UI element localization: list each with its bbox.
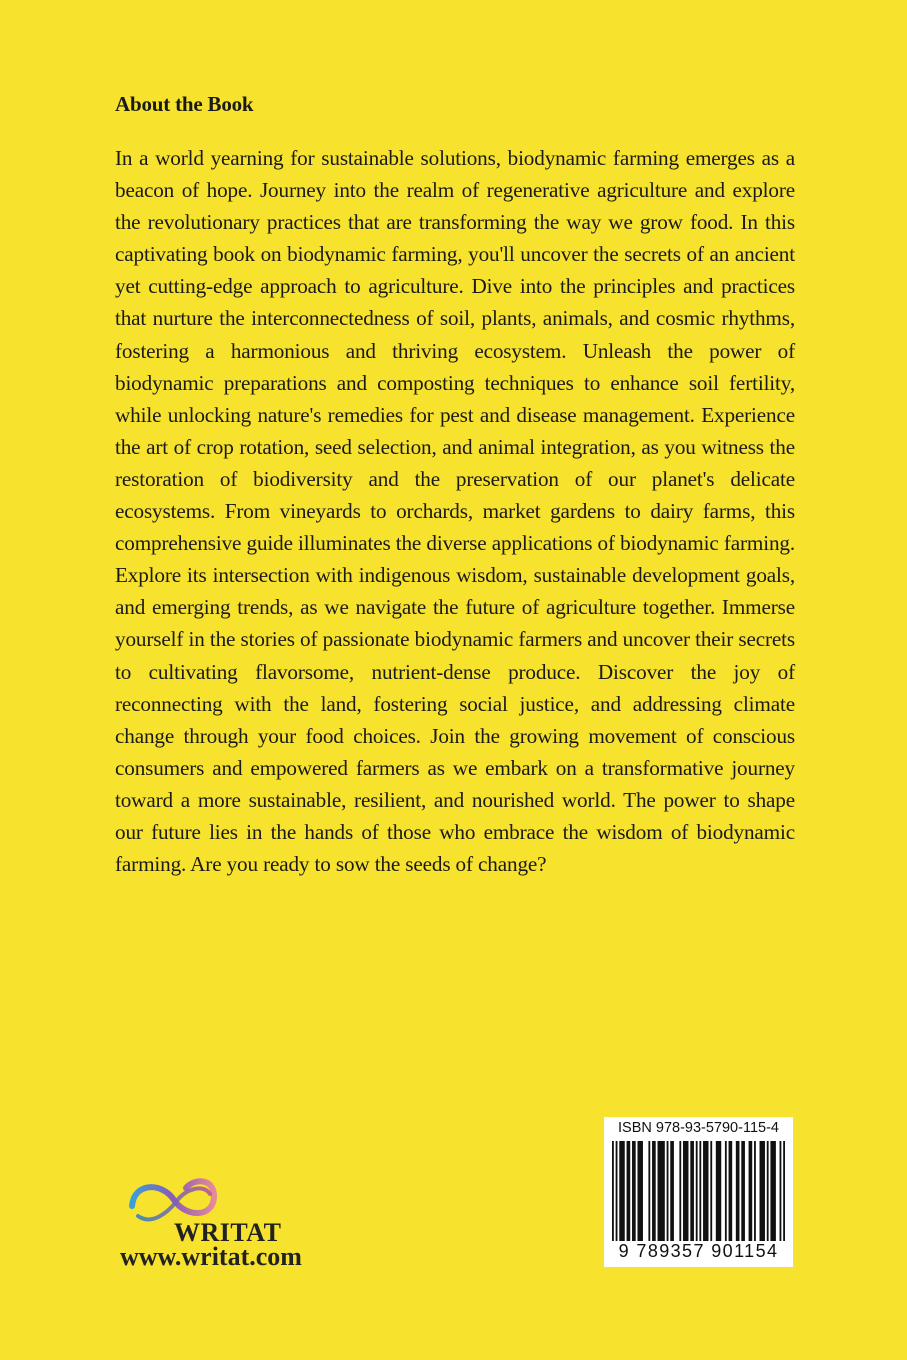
barcode-bar: [725, 1141, 727, 1241]
isbn-label: ISBN 978-93-5790-115-4: [618, 1120, 779, 1136]
barcode-bar: [780, 1141, 782, 1241]
publisher-website: www.writat.com: [120, 1242, 302, 1271]
barcode-number: 9 789357 901154: [618, 1241, 779, 1261]
publisher-logo: [118, 1172, 318, 1282]
barcode-bar: [658, 1141, 665, 1241]
barcode-bar: [690, 1141, 694, 1241]
barcode-bar: [710, 1141, 712, 1241]
barcode-bar: [729, 1141, 733, 1241]
barcode-bar: [652, 1141, 656, 1241]
barcode-bar: [760, 1141, 765, 1241]
barcode-bar: [670, 1141, 674, 1241]
barcode-bar: [749, 1141, 753, 1241]
barcode-bar: [699, 1141, 701, 1241]
barcode-bar: [683, 1141, 688, 1241]
barcode-bar: [637, 1141, 642, 1241]
barcode-bar: [716, 1141, 721, 1241]
barcode-bar: [632, 1141, 636, 1241]
barcode-bar: [783, 1141, 785, 1241]
book-description: In a world yearning for sustainable solutions, biodynamic farming emerges as a beacon of hope. Journey into the realm of regenerative agriculture and explore the revolutionary practices that are transforming the way we grow food. In this captivating book on biodynamic farming, you'll uncover the secrets of an ancient yet cutting-edge approach to agriculture. Dive into the principles and practices that nurture the interconnectedness of soil, plants, animals, and cosmic rhythms, fostering a harmonious and thriving ecosystem. Unleash the power of biodynamic preparations and composting techniques to enhance soil fertility, while unlocking nature's remedies for pest and disease management. Experience the art of crop rotation, seed selection, and animal integration, as you witness the restoration of biodiversity and the preservation of our planet's delicate ecosystems. From vineyards to orchards, market gardens to dairy farms, this comprehensive guide illuminates the diverse applications of biodynamic farming. Explore its intersection with indigenous wisdom, sustainable development goals, and emerging trends, as we navigate the future of agriculture together. Immerse yourself in the stories of passionate biodynamic farmers and uncover their secrets to cultivating flavorsome, nutrient-dense produce. Discover the joy of reconnecting with the land, fostering social justice, and addressing climate change through your food choices. Join the growing movement of conscious consumers and empowered farmers as we embark on a transformative journey toward a more sustainable, resilient, and nourished world. The power to shape our future lies in the hands of those who embrace the wisdom of biodynamic farming. Are you ready to sow the seeds of change?: [115, 146, 795, 877]
barcode-bar: [703, 1141, 708, 1241]
barcode-bar: [679, 1141, 681, 1241]
barcode-bar: [627, 1141, 631, 1241]
isbn-barcode: [604, 1117, 793, 1267]
barcode-bar: [767, 1141, 769, 1241]
barcode-bar: [754, 1141, 756, 1241]
barcode-bars: [612, 1141, 785, 1241]
about-heading: About the Book: [115, 92, 254, 116]
barcode-bar: [619, 1141, 624, 1241]
barcode-bar: [648, 1141, 650, 1241]
barcode-bar: [667, 1141, 669, 1241]
publisher-name: WRITAT: [174, 1218, 282, 1247]
barcode-bar: [612, 1141, 614, 1241]
barcode-bar: [616, 1141, 618, 1241]
barcode-bar: [741, 1141, 745, 1241]
barcode-bar: [736, 1141, 740, 1241]
barcode-bar: [770, 1141, 775, 1241]
barcode-bar: [696, 1141, 698, 1241]
